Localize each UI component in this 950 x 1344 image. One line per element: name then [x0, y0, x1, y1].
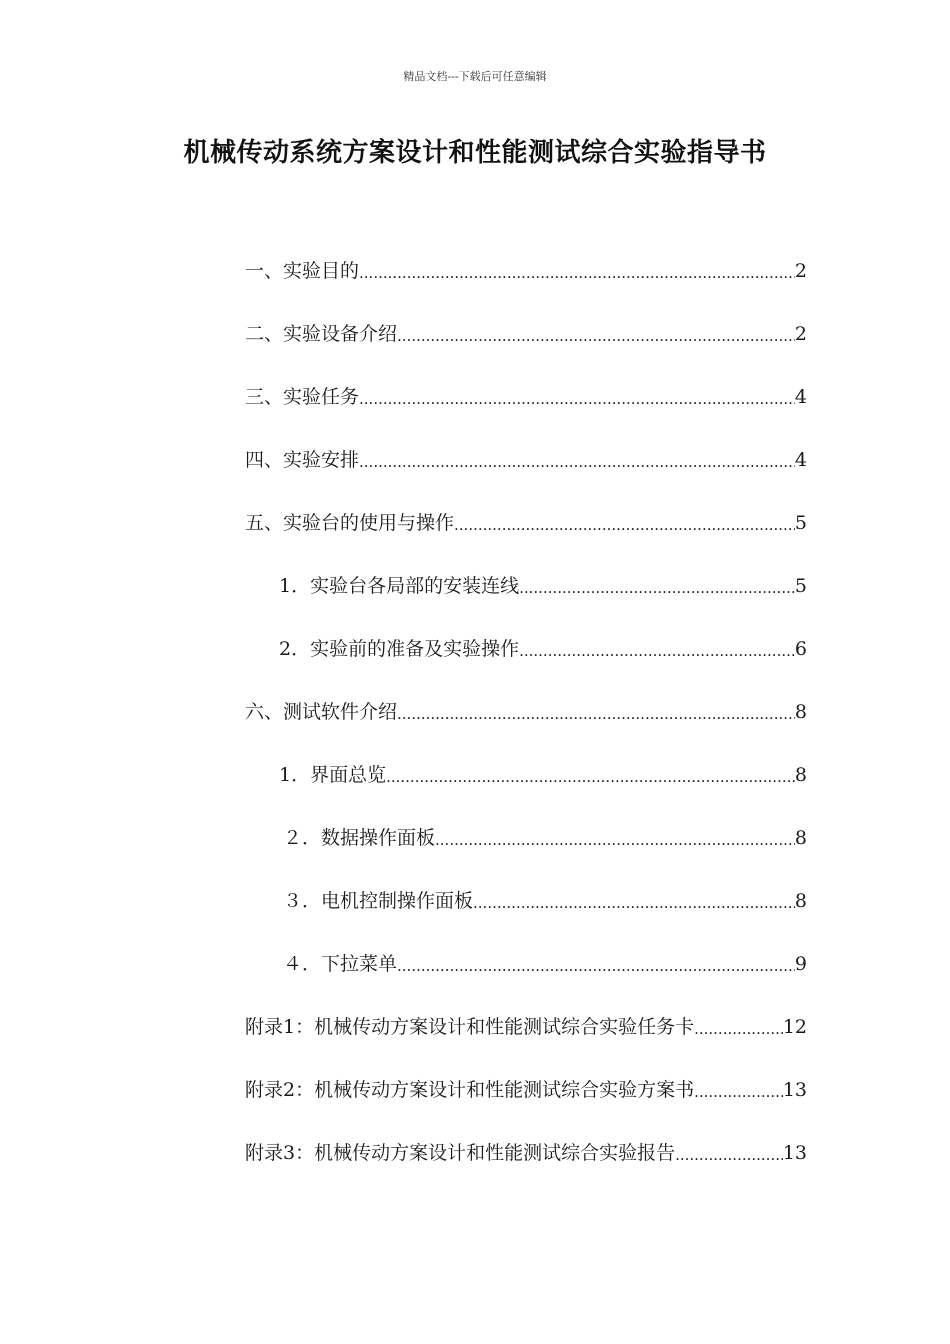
toc-entry[interactable] [245, 810, 807, 850]
toc-entry-page: 12 [782, 1016, 807, 1038]
header-note: 精品文档---下载后可任意编辑 [403, 70, 547, 83]
toc-leader-dots [386, 767, 795, 787]
toc-entry[interactable] [245, 432, 807, 472]
toc-entry-label: 一、实验目的 [245, 260, 360, 282]
toc-entry-label: 附录1：机械传动方案设计和性能测试综合实验任务卡 [245, 1016, 695, 1038]
toc-entry-label: 1．实验台各局部的安装连线 [279, 575, 520, 597]
toc-entry-page: 6 [794, 638, 807, 660]
toc-entry-page: 4 [794, 449, 807, 471]
toc-entry-label: ４．下拉菜单 [283, 953, 398, 975]
toc-entry[interactable] [245, 684, 807, 724]
toc-leader-dots [359, 263, 795, 283]
toc-leader-dots [519, 578, 795, 598]
toc-entry[interactable] [245, 873, 807, 913]
toc-leader-dots [473, 893, 795, 913]
toc-entry-page: 2 [794, 323, 807, 345]
toc-entry-page: 13 [782, 1142, 807, 1164]
toc-entry[interactable] [245, 558, 807, 598]
toc-leader-dots [694, 1082, 783, 1102]
toc-leader-dots [397, 956, 795, 976]
toc-leader-dots [397, 704, 795, 724]
toc-leader-dots [359, 389, 795, 409]
toc-entry[interactable] [245, 747, 807, 787]
toc-entry-label: 五、实验台的使用与操作 [245, 512, 455, 534]
toc-entry-page: 8 [794, 827, 807, 849]
toc-entry-label: 三、实验任务 [245, 386, 360, 408]
toc-entry[interactable] [245, 306, 807, 346]
toc-entry[interactable] [245, 1125, 807, 1165]
toc-entry-label: 附录3：机械传动方案设计和性能测试综合实验报告 [245, 1142, 676, 1164]
toc-entry-label: 1．界面总览 [279, 764, 387, 786]
toc-leader-dots [519, 641, 795, 661]
toc-entry-page: 8 [794, 764, 807, 786]
toc-entry-label: ２．数据操作面板 [283, 827, 436, 849]
toc-entry-page: 5 [794, 512, 807, 534]
toc-leader-dots [397, 326, 795, 346]
toc-entry[interactable] [245, 495, 807, 535]
toc-entry[interactable] [245, 1062, 807, 1102]
toc-leader-dots [694, 1019, 783, 1039]
toc-entry-page: 2 [794, 260, 807, 282]
document-title: 机械传动系统方案设计和性能测试综合实验指导书 [183, 138, 767, 168]
toc-entry-page: 9 [794, 953, 807, 975]
toc-leader-dots [675, 1145, 783, 1165]
toc-entry[interactable] [245, 936, 807, 976]
toc-entry[interactable] [245, 621, 807, 661]
toc-leader-dots [454, 515, 795, 535]
toc-entry-page: 13 [782, 1079, 807, 1101]
toc-entry-page: 4 [794, 386, 807, 408]
toc-entry-page: 5 [794, 575, 807, 597]
toc-entry[interactable] [245, 243, 807, 283]
toc-leader-dots [359, 452, 795, 472]
toc-entry-label: ３．电机控制操作面板 [283, 890, 474, 912]
toc-entry-label: 六、测试软件介绍 [245, 701, 398, 723]
toc-entry-label: 附录2：机械传动方案设计和性能测试综合实验方案书 [245, 1079, 695, 1101]
toc-entry-label: 二、实验设备介绍 [245, 323, 398, 345]
toc-entry[interactable] [245, 999, 807, 1039]
toc-entry[interactable] [245, 369, 807, 409]
toc-entry-label: 2．实验前的准备及实验操作 [279, 638, 520, 660]
toc-entry-page: 8 [794, 890, 807, 912]
toc-entry-page: 8 [794, 701, 807, 723]
toc-leader-dots [435, 830, 795, 850]
toc-entry-label: 四、实验安排 [245, 449, 360, 471]
